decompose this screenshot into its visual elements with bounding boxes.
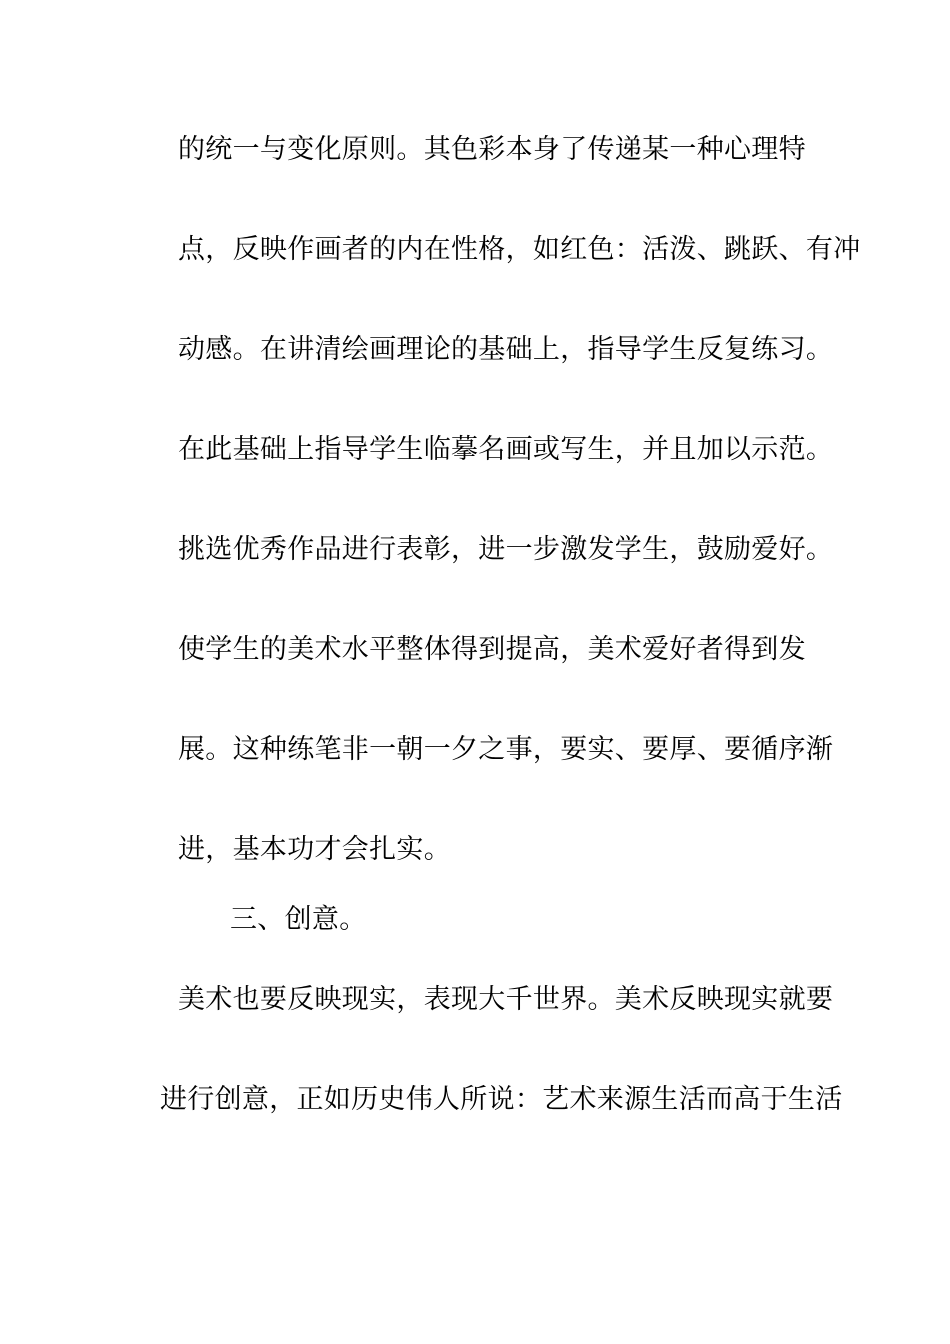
paragraph-line: 挑选优秀作品进行表彰，进一步激发学生，鼓励爱好。 (178, 534, 834, 565)
paragraph-line: 动感。在讲清绘画理论的基础上，指导学生反复练习。 (178, 334, 834, 365)
paragraph-line: 使学生的美术水平整体得到提高，美术爱好者得到发 (178, 634, 806, 665)
paragraph-line: 点，反映作画者的内在性格，如红色：活泼、跳跃、有冲 (178, 234, 861, 265)
paragraph-line: 进行创意，正如历史伟人所说：艺术来源生活而高于生活 (160, 1084, 843, 1115)
paragraph-line: 的统一与变化原则。其色彩本身了传递某一种心理特 (178, 134, 806, 165)
paragraph-line: 进，基本功才会扎实。 (178, 834, 451, 865)
paragraph-line: 在此基础上指导学生临摹名画或写生，并且加以示范。 (178, 434, 834, 465)
section-heading: 三、创意。 (230, 904, 367, 935)
paragraph-line: 美术也要反映现实，表现大千世界。美术反映现实就要 (178, 984, 834, 1015)
paragraph-line: 展。这种练笔非一朝一夕之事，要实、要厚、要循序渐 (178, 734, 834, 765)
